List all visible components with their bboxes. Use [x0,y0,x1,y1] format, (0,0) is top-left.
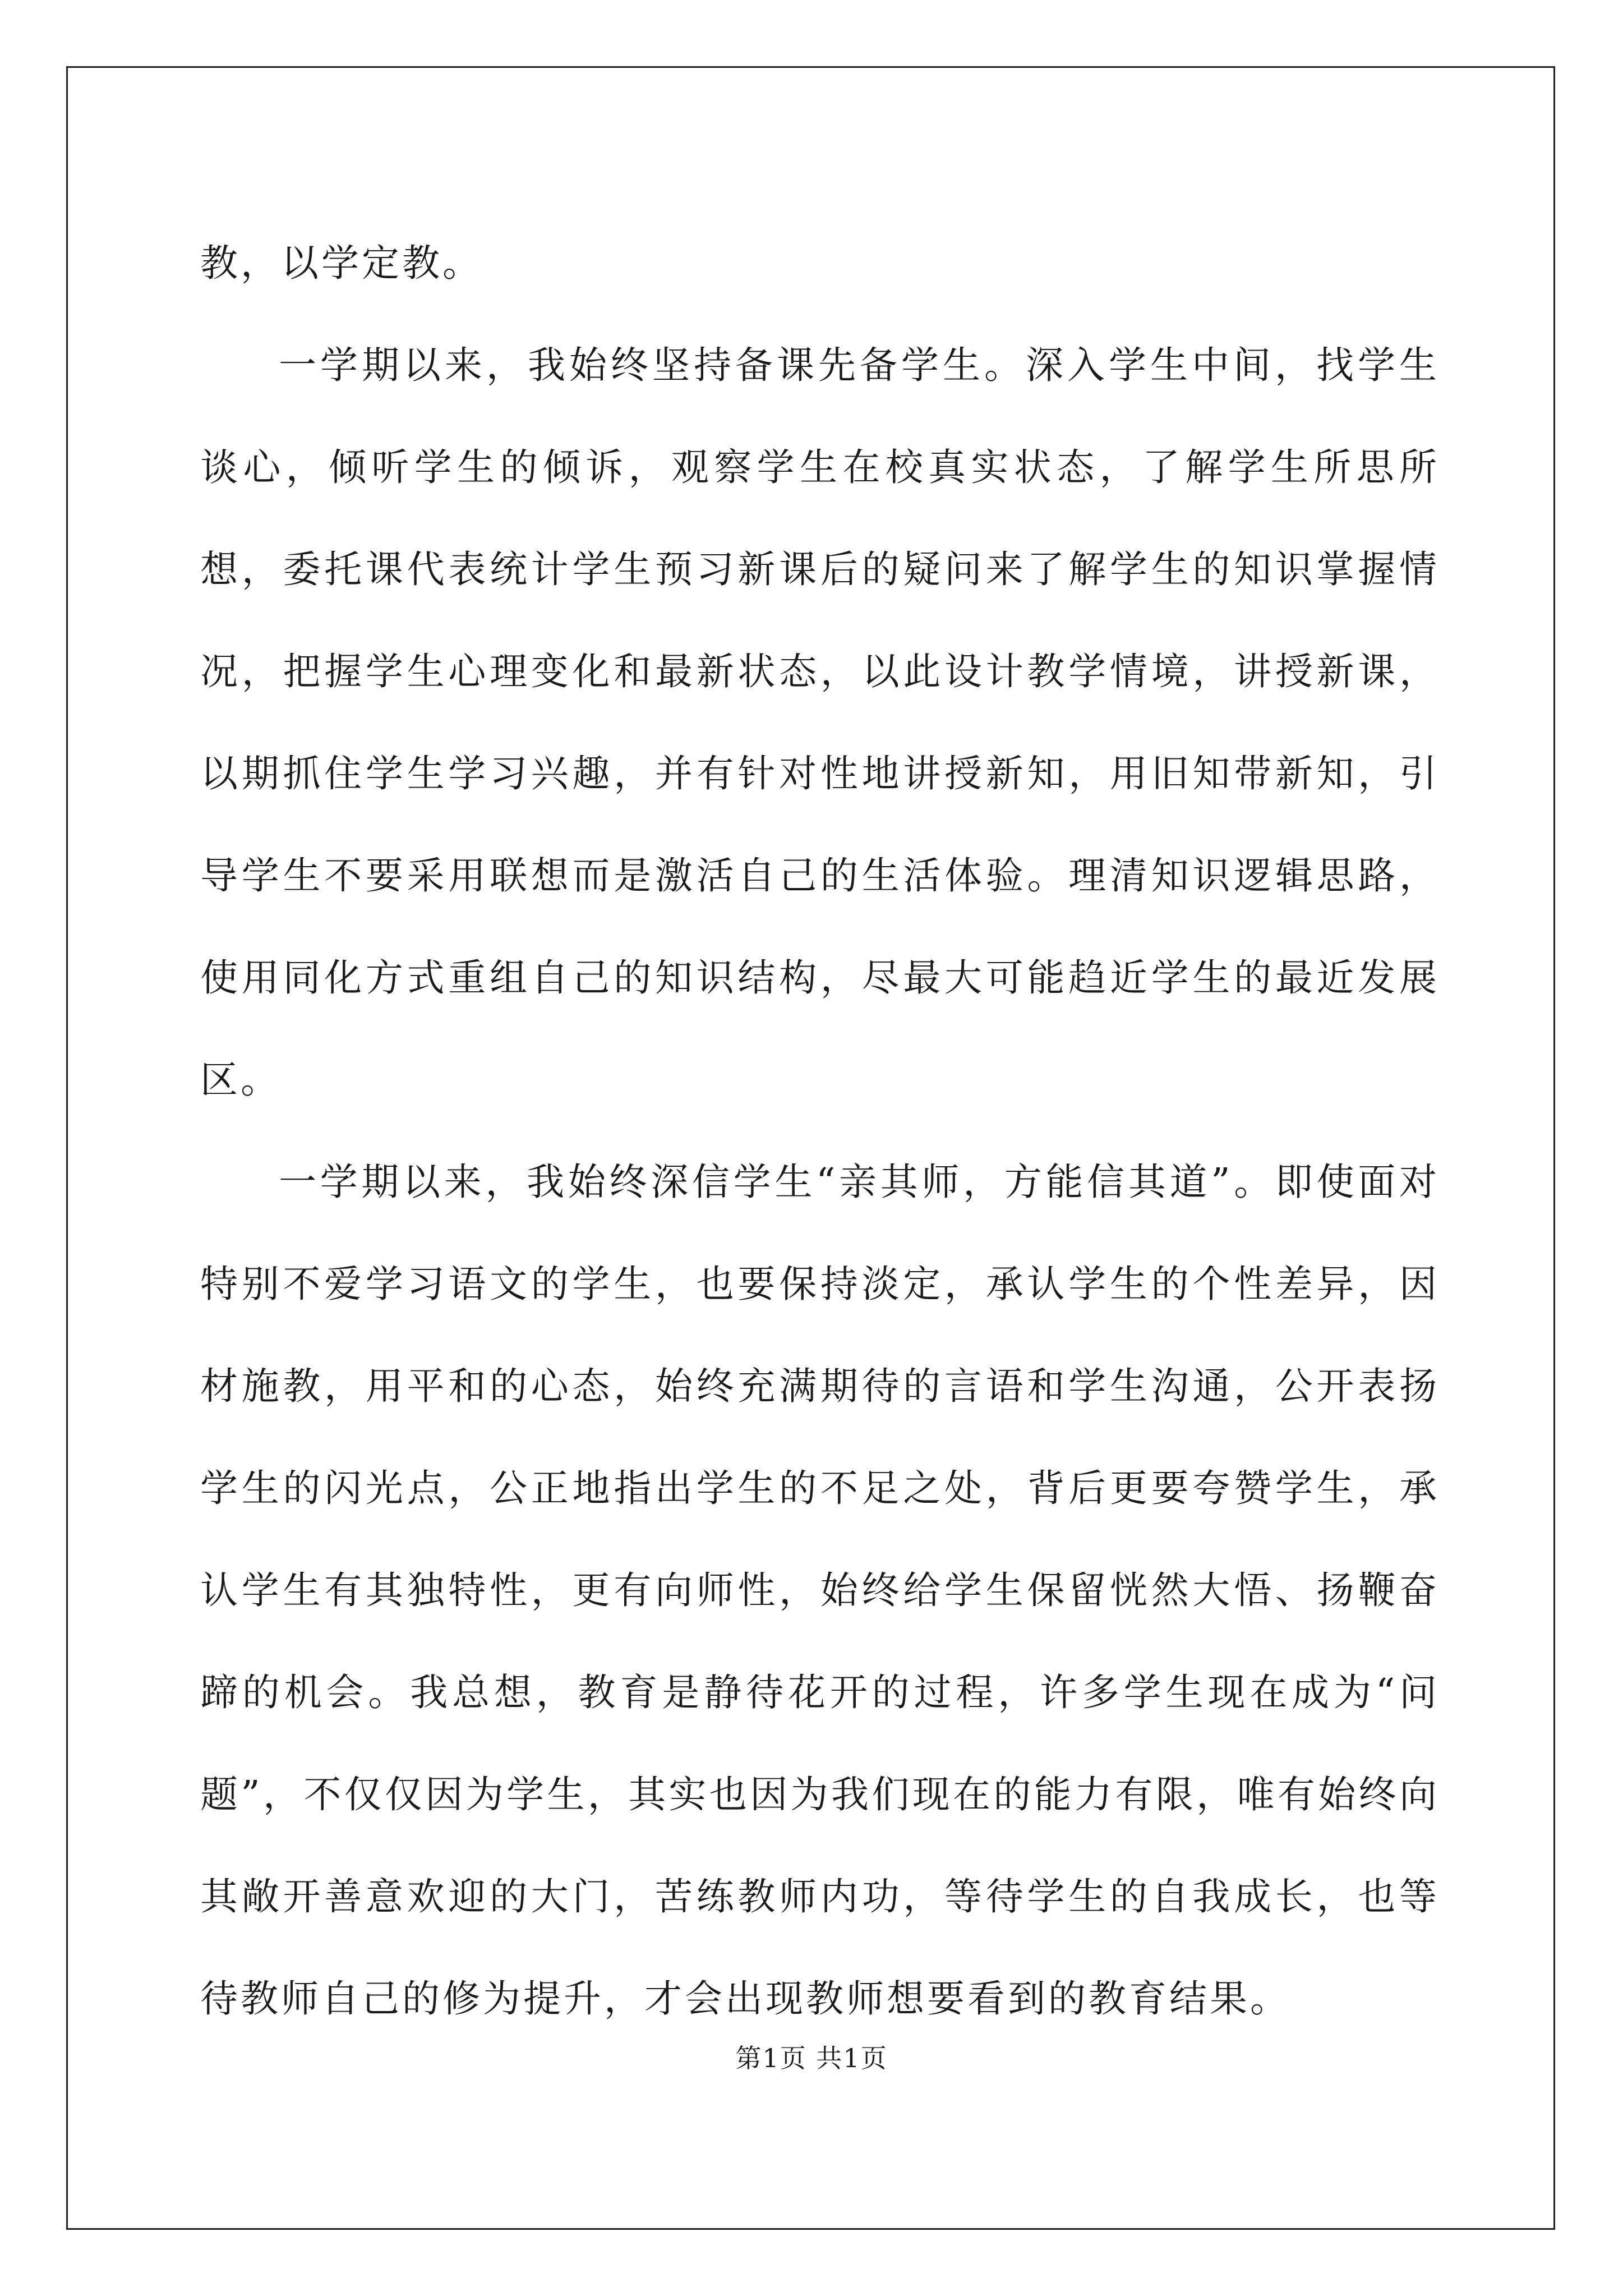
paragraph-continued: 教，以学定教。 [200,241,483,285]
paragraph-teacher-student-relationship: 一学期以来，我始终深信学生“亲其师，方能信其道”。即使面对特别不爱学习语文的学生，也要保持淡定，承认学生的个性差异，因材施教，用平和的心态，始终充满期待的言语和学生沟通，公开表扬学生的闪光点，公正地指出学生的不足之处，背后更要夸赞学生，承认学生有其独特性，更有向师性，始终给学生保留恍然大悟、扬鞭奋蹄的机会。我总想，教育是静待花开的过程，许多学生现在成为“问题”，不仅仅因为学生，其实也因为我们现在的能力有限，唯有始终向其敞开善意欢迎的大门，苦练教师内功，等待学生的自我成长，也等待教师自己的修为提升，才会出现教师想要看到的教育结果。 [200,1160,1440,2021]
page-number-footer: 第1页 共1页 [735,2043,888,2073]
paragraph-lesson-preparation: 一学期以来，我始终坚持备课先备学生。深入学生中间，找学生谈心，倾听学生的倾诉，观察学生在校真实状态，了解学生所思所想，委托课代表统计学生预习新课后的疑问来了解学生的知识掌握情况，把握学生心理变化和最新状态，以此设计教学情境，讲授新课，以期抓住学生学习兴趣，并有针对性地讲授新知，用旧知带新知，引导学生不要采用联想而是激活自己的生活体验。理清知识逻辑思路，使用同化方式重组自己的知识结构，尽最大可能趋近学生的最近发展区。 [200,343,1440,1102]
document-body [200,212,1440,2050]
